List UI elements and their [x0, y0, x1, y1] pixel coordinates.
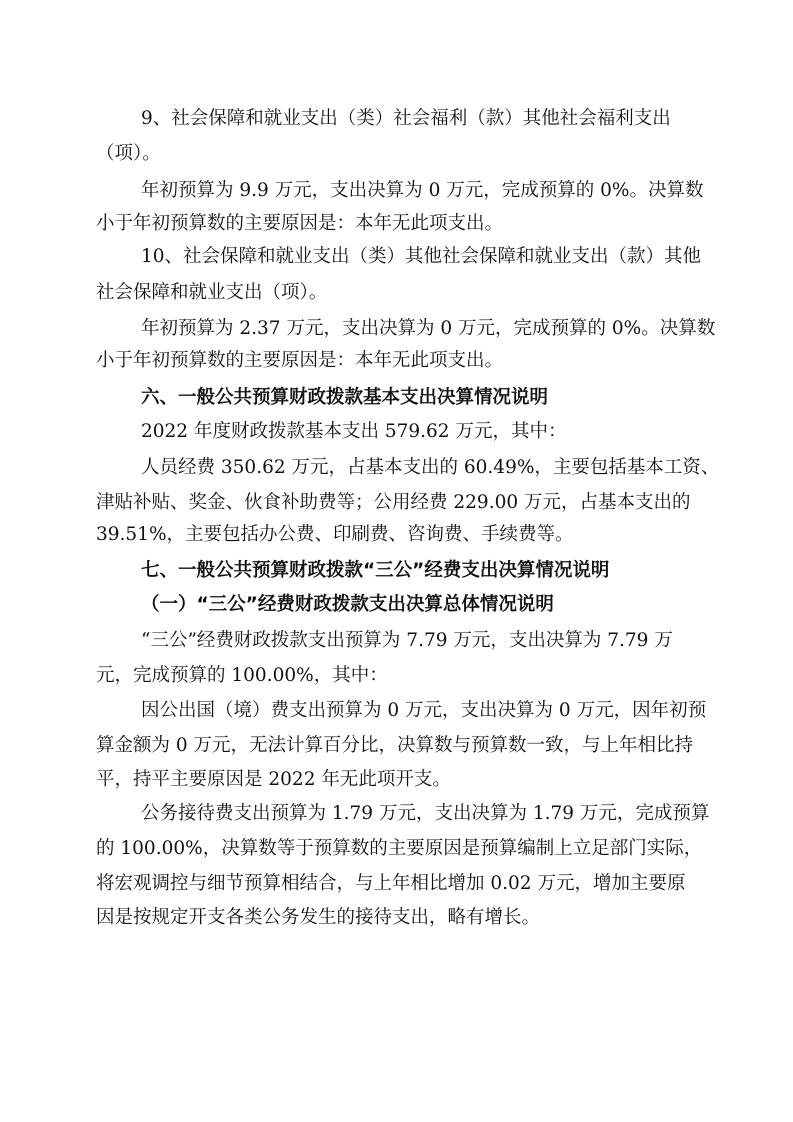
section-6-text-3: 津贴补贴、奖金、伙食补助费等；公用经费 229.00 万元，占基本支出的: [96, 492, 691, 513]
section-7-1-line-1: [0, 624, 793, 658]
section-6-text-1: 2022 年度财政拨款基本支出 579.62 万元，其中：: [141, 421, 567, 442]
section-6-line-3: [0, 486, 793, 520]
item-9-title-line-2: [0, 137, 793, 171]
section-7-3-text-4: 因是按规定开支各类公务发生的接待支出，略有增长。: [96, 907, 541, 928]
section-7-1-line-2: [0, 659, 793, 693]
item-9-title-text-2: （项）。: [96, 143, 161, 164]
section-6-line-2: [0, 451, 793, 485]
item-9-body-text-1: 年初预算为 9.9 万元，支出决算为 0 万元，完成预算的 0%。决算数: [141, 180, 704, 201]
section-7-2-text-2: 算金额为 0 万元，无法计算百分比，决算数与预算数一致，与上年相比持: [96, 735, 694, 756]
section-7-3-line-2: [0, 832, 793, 866]
section-6-line-4: [0, 518, 793, 552]
section-7-3-text-1: 公务接待费支出预算为 1.79 万元，支出决算为 1.79 万元，完成预算: [141, 803, 710, 824]
item-10-body-text-2: 小于年初预算数的主要原因是：本年无此项支出。: [96, 350, 504, 371]
section-7-heading: [0, 554, 793, 588]
item-9-body-line-1: [0, 174, 793, 208]
section-7-3-line-1: [0, 797, 793, 831]
section-7-1-text-2: 元，完成预算的 100.00%，其中：: [96, 665, 388, 686]
item-9-body-text-2: 小于年初预算数的主要原因是：本年无此项支出。: [96, 213, 504, 234]
section-7-2-line-3: [0, 763, 793, 797]
section-6-text-4: 39.51%，主要包括办公费、印刷费、咨询费、手续费等。: [96, 524, 574, 545]
item-10-title-line-2: [0, 276, 793, 310]
item-10-body-line-2: [0, 344, 793, 378]
section-7-3-text-2: 的 100.00%，决算数等于预算数的主要原因是预算编制上立足部门实际，: [96, 838, 703, 859]
section-7-subheading: [0, 588, 793, 622]
section-7-1-text-1: “三公”经费财政拨款支出预算为 7.79 万元，支出决算为 7.79 万: [141, 630, 673, 651]
section-6-text-2: 人员经费 350.62 万元，占基本支出的 60.49%，主要包括基本工资、: [141, 457, 720, 478]
item-9-title-line-1: [0, 102, 793, 136]
item-10-title-text-1: 10、社会保障和就业支出（类）其他社会保障和就业支出（款）其他: [141, 246, 702, 267]
section-7-3-line-4: [0, 901, 793, 935]
section-7-3-text-3: 将宏观调控与细节预算相结合，与上年相比增加 0.02 万元，增加主要原: [96, 873, 686, 894]
item-10-body-line-1: [0, 312, 793, 346]
section-7-2-line-1: [0, 694, 793, 728]
section-6-line-1: [0, 415, 793, 449]
item-10-body-text-1: 年初预算为 2.37 万元，支出决算为 0 万元，完成预算的 0%。决算数: [141, 318, 716, 339]
item-10-title-line-1: [0, 240, 793, 274]
item-9-title-text-1: 9、社会保障和就业支出（类）社会福利（款）其他社会福利支出: [141, 108, 671, 129]
section-7-heading-text: 七、一般公共预算财政拨款“三公”经费支出决算情况说明: [141, 560, 610, 581]
item-9-body-line-2: [0, 207, 793, 241]
section-6-heading: [0, 381, 793, 415]
section-7-subheading-text: （一）“三公”经费财政拨款支出决算总体情况说明: [141, 594, 554, 615]
item-10-title-text-2: 社会保障和就业支出（项）。: [96, 282, 328, 303]
section-7-2-line-2: [0, 729, 793, 763]
section-7-2-text-3: 平，持平主要原因是 2022 年无此项开支。: [96, 769, 451, 790]
section-7-3-line-3: [0, 867, 793, 901]
section-7-2-text-1: 因公出国（境）费支出预算为 0 万元，支出决算为 0 万元，因年初预: [141, 700, 707, 721]
section-6-heading-text: 六、一般公共预算财政拨款基本支出决算情况说明: [141, 387, 549, 408]
